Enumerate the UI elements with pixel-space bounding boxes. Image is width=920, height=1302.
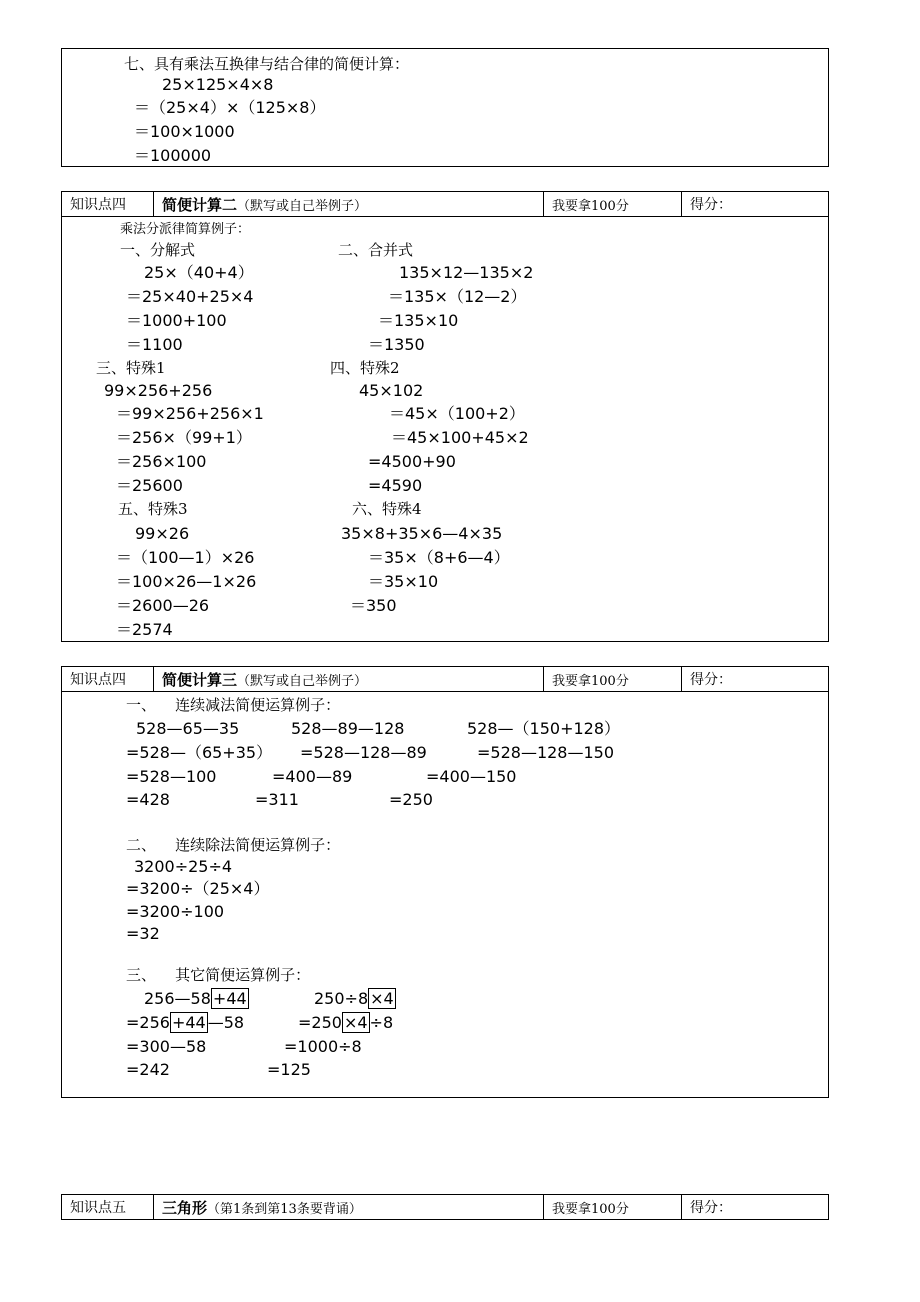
sub3-a2-post: —58 <box>207 1013 245 1032</box>
sub1-colB-line: =528—128—89 <box>300 743 427 762</box>
ex2-line: ＝135×10 <box>378 311 459 330</box>
section7-line: ＝100000 <box>134 146 212 165</box>
block3-body <box>61 691 829 1098</box>
boxed-term: +44 <box>212 989 247 1008</box>
boxed-term: ×4 <box>343 1013 368 1032</box>
sub2-line: =3200÷（25×4） <box>126 879 270 898</box>
goal-label: 我要拿100分 <box>544 667 682 691</box>
block2-header <box>61 191 829 217</box>
section7-line: ＝（25×4）×（125×8） <box>134 98 326 117</box>
goal-label: 我要拿100分 <box>544 1195 682 1219</box>
block3-title-cell <box>154 667 544 691</box>
ex6-line: ＝35×10 <box>368 572 439 591</box>
score-label: 得分： <box>690 672 732 688</box>
ex3-line: ＝25600 <box>116 476 183 495</box>
score-label: 得分： <box>690 1200 732 1216</box>
sub3-b1-text: 250÷8 <box>314 989 369 1008</box>
sub3-a1-text: 256—58 <box>144 989 211 1008</box>
ex5-line: ＝100×26—1×26 <box>116 572 257 591</box>
ex3-line: ＝99×256+256×1 <box>116 404 264 423</box>
knowledge-point-label: 知识点五 <box>62 1195 154 1219</box>
block2-body <box>61 216 829 642</box>
ex5-line: ＝2600—26 <box>116 596 210 615</box>
ex3-label: 三、特殊1 <box>96 359 166 377</box>
sub3-b2-text: =250 <box>298 1013 342 1032</box>
ex5-line: ＝（100—1）×26 <box>116 548 255 567</box>
block2-title-cell <box>154 192 544 216</box>
ex2-label: 二、合并式 <box>338 241 414 259</box>
section7-line: ＝100×1000 <box>134 122 235 141</box>
ex4-line: ＝45×100+45×2 <box>391 428 529 447</box>
sub2-line: 3200÷25÷4 <box>134 857 233 876</box>
block4-subtitle: （第1条到第13条要背诵） <box>207 1201 362 1217</box>
sub1-colC-line: =400—150 <box>426 767 517 786</box>
ex4-line: =4590 <box>368 476 423 495</box>
sub2-line: =32 <box>126 924 160 943</box>
sub3-a2-text: =256 <box>126 1013 170 1032</box>
block2-subtitle: （默写或自己举例子） <box>237 198 368 214</box>
knowledge-point-label: 知识点四 <box>62 667 154 691</box>
boxed-term: +44 <box>171 1013 206 1032</box>
boxed-term: ×4 <box>370 989 394 1008</box>
sub2-label: 二、 连续除法简便运算例子： <box>126 836 341 854</box>
ex6-line: ＝350 <box>350 596 397 615</box>
sub3-b2 <box>298 1013 393 1033</box>
ex1-line: ＝1000+100 <box>126 311 227 330</box>
ex4-label: 四、特殊2 <box>330 359 400 377</box>
block4-title: 三角形 <box>162 1198 208 1217</box>
sub3-a2 <box>126 1013 244 1033</box>
block2-title: 简便计算二 <box>162 195 238 214</box>
sub3-b3: =1000÷8 <box>284 1037 362 1056</box>
ex5-line: 99×26 <box>135 524 190 543</box>
knowledge-point-label: 知识点四 <box>62 192 154 216</box>
ex6-line: 35×8+35×6—4×35 <box>341 524 503 543</box>
sub1-label: 一、 连续减法简便运算例子： <box>126 696 341 714</box>
sub1-colA-line: 528—65—35 <box>136 719 240 738</box>
ex4-line: ＝45×（100+2） <box>389 404 525 423</box>
block4-header <box>61 1194 829 1220</box>
sub3-b4: =125 <box>267 1060 311 1079</box>
ex3-line: ＝256×（99+1） <box>116 428 252 447</box>
sub1-colC-line: =528—128—150 <box>477 743 615 762</box>
sub1-colA-line: =528—（65+35） <box>126 743 273 762</box>
section7-title: 七、具有乘法互换律与结合律的简便计算： <box>124 55 410 73</box>
sub1-colB-line: =311 <box>255 790 299 809</box>
block3-title: 简便计算三 <box>162 670 238 689</box>
section7-line: 25×125×4×8 <box>162 75 274 94</box>
ex2-line: 135×12—135×2 <box>399 263 534 282</box>
ex5-label: 五、特殊3 <box>118 500 188 518</box>
ex5-line: ＝2574 <box>116 620 173 639</box>
ex4-line: =4500+90 <box>368 452 456 471</box>
section7-box <box>61 48 829 167</box>
sub1-colA-line: =428 <box>126 790 170 809</box>
sub3-b1 <box>314 989 396 1009</box>
ex3-line: ＝256×100 <box>116 452 207 471</box>
sub3-b2-post: ÷8 <box>369 1013 394 1032</box>
ex6-line: ＝35×（8+6—4） <box>368 548 510 567</box>
sub1-colA-line: =528—100 <box>126 767 217 786</box>
block4-title-cell <box>154 1195 544 1219</box>
ex6-label: 六、特殊4 <box>352 500 422 518</box>
ex1-line: 25×（40+4） <box>144 263 254 282</box>
ex1-line: ＝1100 <box>126 335 183 354</box>
ex1-line: ＝25×40+25×4 <box>126 287 254 306</box>
sub3-a1 <box>144 989 249 1009</box>
ex2-line: ＝135×（12—2） <box>388 287 527 306</box>
sub1-colC-line: 528—（150+128） <box>467 719 621 738</box>
sub2-line: =3200÷100 <box>126 902 225 921</box>
block3-subtitle: （默写或自己举例子） <box>237 673 368 689</box>
block3-header <box>61 666 829 692</box>
sub1-colC-line: =250 <box>389 790 433 809</box>
sub1-colB-line: =400—89 <box>272 767 353 786</box>
sub3-a4: =242 <box>126 1060 170 1079</box>
goal-label: 我要拿100分 <box>544 192 682 216</box>
block2-intro: 乘法分派律简算例子： <box>120 222 251 237</box>
ex4-line: 45×102 <box>359 381 424 400</box>
score-label: 得分： <box>690 197 732 213</box>
sub3-a3: =300—58 <box>126 1037 207 1056</box>
ex1-label: 一、分解式 <box>120 241 196 259</box>
ex3-line: 99×256+256 <box>104 381 213 400</box>
sub3-label: 三、 其它简便运算例子： <box>126 966 311 984</box>
sub1-colB-line: 528—89—128 <box>291 719 405 738</box>
ex2-line: ＝1350 <box>368 335 425 354</box>
